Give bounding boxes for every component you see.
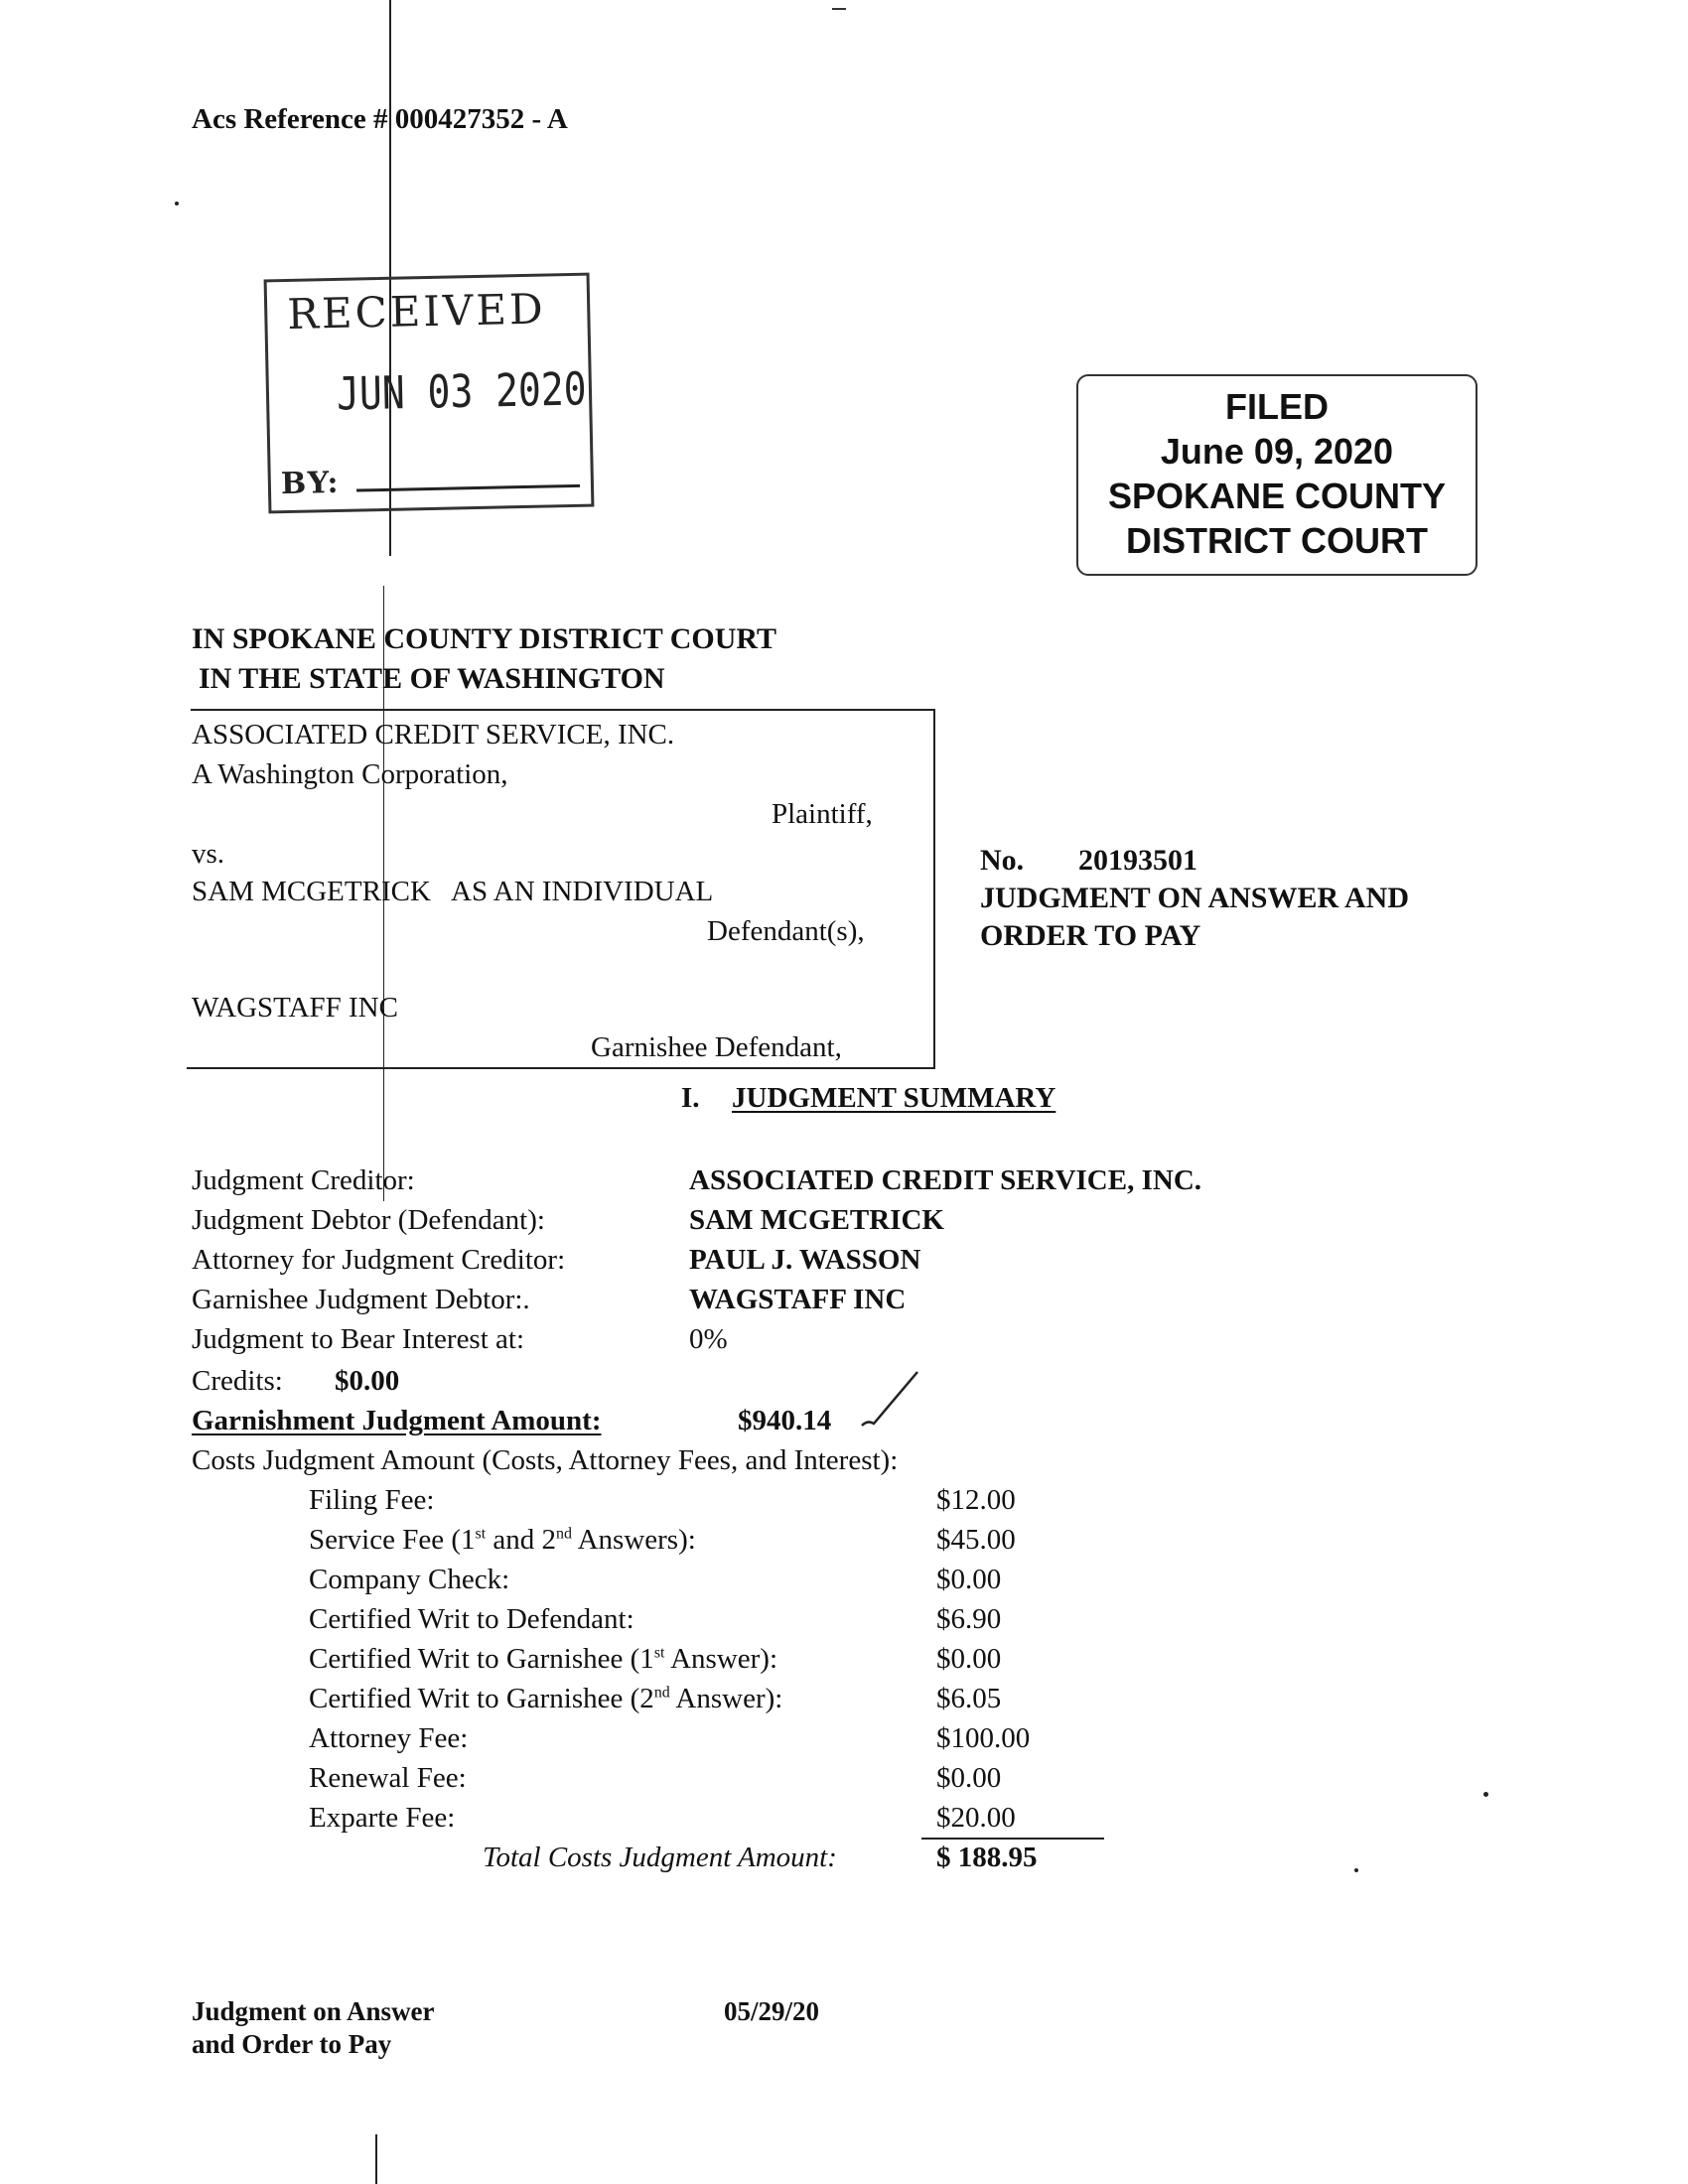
fee-label-attorney: Attorney Fee: <box>309 1722 469 1754</box>
fee-value-writ-garnishee-1: $0.00 <box>936 1643 1002 1675</box>
checkmark-slash <box>858 1368 921 1430</box>
fee-label-filing: Filing Fee: <box>309 1484 435 1516</box>
fee-label-renewal: Renewal Fee: <box>309 1762 467 1794</box>
garnishee-role: Garnishee Defendant, <box>591 1031 842 1063</box>
caption-bottom-border <box>187 1067 935 1069</box>
garnishee-name: WAGSTAFF INC <box>192 992 398 1024</box>
fee-label-writ-garnishee-1: Certified Writ to Garnishee (1st Answer): <box>309 1643 778 1675</box>
footer-title-line2: and Order to Pay <box>192 2029 392 2059</box>
summary-label: Attorney for Judgment Creditor: <box>192 1244 566 1276</box>
defendant-role: Defendant(s), <box>707 915 865 947</box>
filed-line: FILED <box>1225 386 1329 427</box>
case-number: 20193501 <box>1078 844 1197 877</box>
plaintiff-role: Plaintiff, <box>772 798 873 830</box>
fee-value-service: $45.00 <box>936 1524 1016 1556</box>
fee-label-exparte: Exparte Fee: <box>309 1802 456 1834</box>
filed-date: June 09, 2020 <box>1160 431 1394 472</box>
summary-label: Judgment Debtor (Defendant): <box>192 1204 545 1236</box>
summary-value: SAM MCGETRICK <box>689 1204 944 1236</box>
credits-label: Credits: <box>192 1365 283 1397</box>
fee-value-filing: $12.00 <box>936 1484 1016 1516</box>
footer-title-line1: Judgment on Answer <box>192 1996 435 2026</box>
received-stamp <box>264 273 595 514</box>
garnishment-value: $940.14 <box>738 1405 832 1436</box>
fee-label-company-check: Company Check: <box>309 1564 510 1595</box>
scan-line-bottom <box>375 2134 377 2184</box>
scan-speck <box>1483 1792 1488 1797</box>
plaintiff-description: A Washington Corporation, <box>192 758 508 790</box>
credits-value: $0.00 <box>335 1365 400 1397</box>
fee-value-company-check: $0.00 <box>936 1564 1002 1595</box>
fee-label-writ-garnishee-2: Certified Writ to Garnishee (2nd Answer): <box>309 1683 783 1714</box>
stamp-signature-line <box>356 484 580 492</box>
plaintiff-name: ASSOCIATED CREDIT SERVICE, INC. <box>192 719 675 751</box>
fee-value-writ-defendant: $6.90 <box>936 1603 1002 1635</box>
filed-box <box>1076 374 1477 576</box>
summary-value: WAGSTAFF INC <box>689 1284 907 1315</box>
stamp-word: RECEIVED <box>286 284 547 339</box>
reference-number: Acs Reference # 000427352 - A <box>192 103 568 135</box>
fee-value-writ-garnishee-2: $6.05 <box>936 1683 1002 1714</box>
summary-label: Judgment Creditor: <box>192 1164 415 1196</box>
fee-value-attorney: $100.00 <box>936 1722 1031 1754</box>
court-heading-line1: IN SPOKANE COUNTY DISTRICT COURT <box>192 622 777 655</box>
section-number: I. <box>681 1082 700 1114</box>
defendant-name: SAM MCGETRICK AS AN INDIVIDUAL <box>192 876 714 907</box>
scan-mark <box>832 8 846 10</box>
total-label: Total Costs Judgment Amount: <box>483 1842 837 1873</box>
scan-speck <box>1354 1868 1358 1872</box>
stamp-by: BY: <box>280 465 341 502</box>
court-heading-line2: IN THE STATE OF WASHINGTON <box>199 662 665 695</box>
costs-heading: Costs Judgment Amount (Costs, Attorney Fees, and Interest): <box>192 1444 899 1476</box>
scan-speck <box>175 202 179 205</box>
versus: vs. <box>192 838 225 870</box>
case-number-label: No. <box>980 844 1025 877</box>
filed-court: DISTRICT COURT <box>1126 520 1428 561</box>
summary-value: ASSOCIATED CREDIT SERVICE, INC. <box>689 1164 1202 1196</box>
caption-right-border <box>933 710 935 1067</box>
summary-value: 0% <box>689 1323 728 1355</box>
case-title-line1: JUDGMENT ON ANSWER AND <box>980 882 1409 914</box>
garnishment-label: Garnishment Judgment Amount: <box>192 1405 602 1436</box>
summary-label: Judgment to Bear Interest at: <box>192 1323 525 1355</box>
fee-label-service: Service Fee (1st and 2nd Answers): <box>309 1524 696 1556</box>
case-title-line2: ORDER TO PAY <box>980 919 1201 952</box>
caption-top-border <box>191 709 935 711</box>
filed-county: SPOKANE COUNTY <box>1107 476 1447 516</box>
fee-label-writ-defendant: Certified Writ to Defendant: <box>309 1603 634 1635</box>
stamp-date: JUN 03 2020 <box>336 362 588 421</box>
fee-value-renewal: $0.00 <box>936 1762 1002 1794</box>
fee-value-exparte: $20.00 <box>936 1802 1016 1834</box>
summary-label: Garnishee Judgment Debtor:. <box>192 1284 530 1315</box>
summary-value: PAUL J. WASSON <box>689 1244 921 1276</box>
total-value: $ 188.95 <box>936 1842 1038 1873</box>
section-title: JUDGMENT SUMMARY <box>732 1082 1056 1114</box>
footer-date: 05/29/20 <box>724 1996 820 2026</box>
